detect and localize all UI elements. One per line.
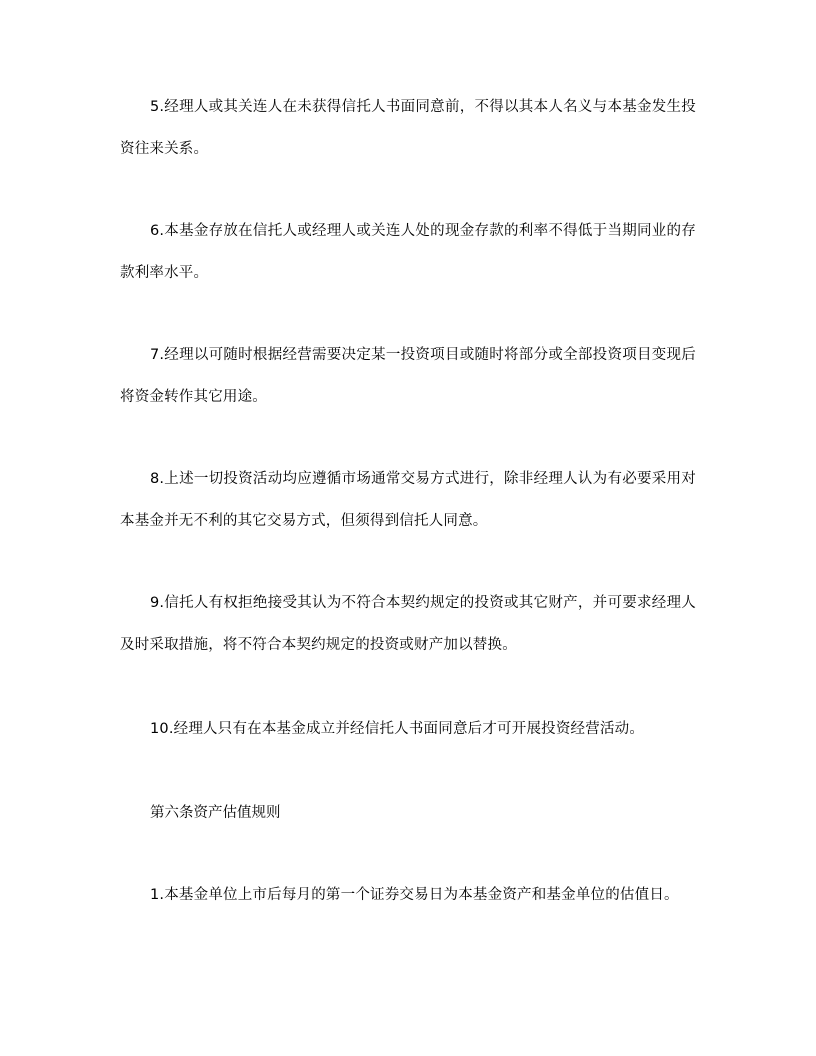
paragraph-item-8: 8.上述一切投资活动均应遵循市场通常交易方式进行，除非经理人认为有必要采用对本基金并无不利的其它交易方式，但须得到信托人同意。 — [120, 471, 696, 529]
section-heading: 第六条资产估值规则 — [150, 805, 281, 821]
section-paragraph-1: 1.本基金单位上市后每月的第一个证券交易日为本基金资产和基金单位的估值日。 — [150, 887, 679, 903]
paragraph-item-5: 5.经理人或其关连人在未获得信托人书面同意前，不得以其本人名义与本基金发生投资往来关系。 — [120, 99, 696, 157]
paragraph-item-10: 10.经理人只有在本基金成立并经信托人书面同意后才可开展投资经营活动。 — [150, 721, 645, 737]
paragraph-item-6: 6.本基金存放在信托人或经理人或关连人处的现金存款的利率不得低于当期同业的存款利率水平。 — [120, 223, 696, 281]
paragraph-item-9: 9.信托人有权拒绝接受其认为不符合本契约规定的投资或其它财产，并可要求经理人及时采取措施，将不符合本契约规定的投资或财产加以替换。 — [120, 595, 696, 653]
paragraph-item-7: 7.经理以可随时根据经营需要决定某一投资项目或随时将部分或全部投资项目变现后将资金转作其它用途。 — [120, 347, 696, 405]
